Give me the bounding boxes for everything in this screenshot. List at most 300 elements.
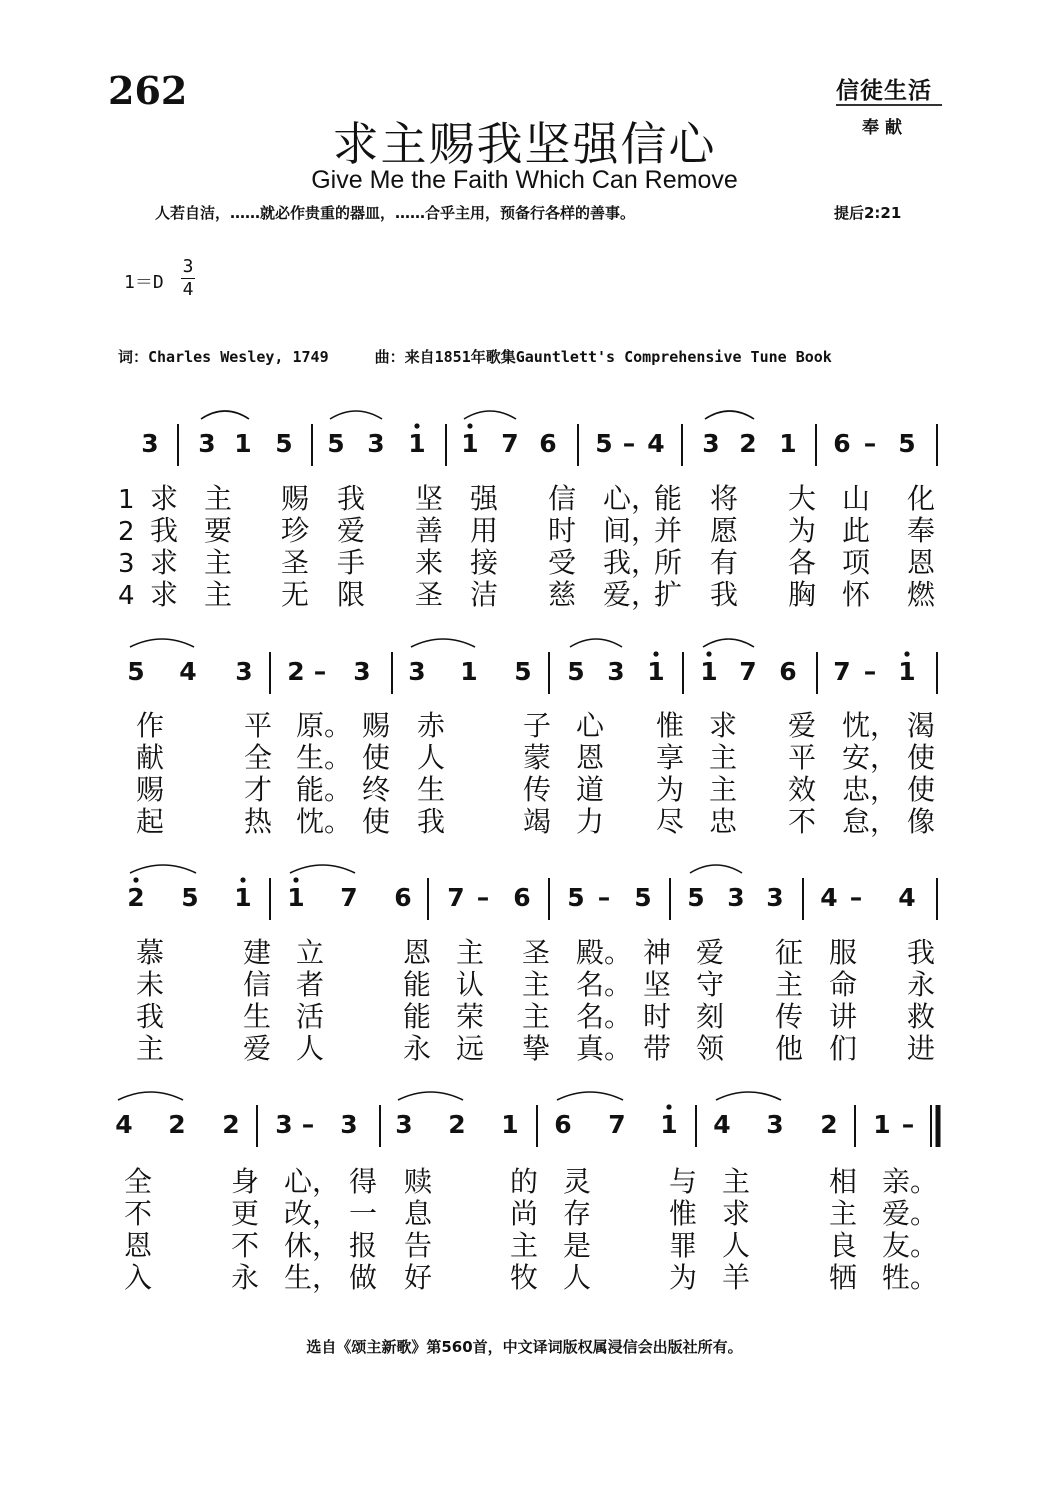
lyric-char: 建 bbox=[243, 936, 272, 969]
lyric-char: 我， bbox=[603, 546, 660, 579]
lyric-char: 主 bbox=[522, 1000, 551, 1033]
lyric-char: 我 bbox=[710, 578, 739, 611]
lyric-char: 良 bbox=[829, 1229, 858, 1262]
lyric-char: 为 bbox=[788, 514, 817, 547]
lyric-char: 为 bbox=[656, 773, 685, 806]
subcategory-label: 奉献 bbox=[862, 118, 908, 138]
note: 1 bbox=[660, 1110, 678, 1139]
lyric-char: 与 bbox=[669, 1165, 698, 1198]
lyric-char: 罪 bbox=[669, 1229, 698, 1262]
lyric-char: 的 bbox=[510, 1165, 539, 1198]
lyric-char: 者 bbox=[296, 968, 325, 1001]
lyric-char: 他 bbox=[775, 1032, 804, 1065]
note: 6 bbox=[554, 1110, 572, 1139]
note: 5 bbox=[514, 657, 532, 686]
lyric-char: 名。 bbox=[576, 1000, 633, 1033]
note: 5 bbox=[567, 657, 585, 686]
lyric-char: 人 bbox=[417, 741, 446, 774]
lyric-char: 渴 bbox=[907, 709, 936, 742]
note: 3 bbox=[353, 657, 371, 686]
note: 3 bbox=[275, 1110, 293, 1139]
lyric-char: 爱 bbox=[337, 514, 366, 547]
lyric-char: 永 bbox=[907, 968, 936, 1001]
lyric-char: 休， bbox=[284, 1229, 341, 1262]
lyric-char: 未 bbox=[136, 968, 165, 1001]
lyric-char: 主 bbox=[510, 1229, 539, 1262]
note: 2 bbox=[222, 1110, 240, 1139]
system-1 bbox=[118, 411, 937, 611]
note: 3 bbox=[141, 429, 159, 458]
lyric-char: 入 bbox=[124, 1261, 153, 1294]
lyric-char: 洁 bbox=[470, 578, 499, 611]
slur bbox=[130, 865, 196, 873]
lyric-char: 珍 bbox=[281, 514, 310, 547]
hold-dash: – bbox=[301, 1110, 315, 1139]
lyric-char: 无 bbox=[281, 578, 310, 611]
credits-words: 词：Charles Wesley, 1749 bbox=[118, 348, 329, 366]
lyric-char: 尚 bbox=[510, 1197, 539, 1230]
note: 3 bbox=[727, 883, 745, 912]
lyric-char: 间， bbox=[603, 514, 660, 547]
lyric-char: 守 bbox=[696, 968, 725, 1001]
lyric-char: 能。 bbox=[296, 773, 353, 806]
lyric-char: 心 bbox=[576, 709, 605, 742]
lyric-char: 才 bbox=[244, 773, 273, 806]
lyric-char: 用 bbox=[470, 514, 499, 547]
slur bbox=[464, 411, 516, 419]
note: 2 bbox=[127, 883, 145, 912]
category-label: 信徒生活 bbox=[836, 78, 932, 104]
lyric-char: 永 bbox=[403, 1032, 432, 1065]
octave-dot-high bbox=[904, 651, 909, 656]
note: 1 bbox=[461, 429, 479, 458]
lyric-char: 认 bbox=[456, 968, 485, 1001]
lyric-char: 人 bbox=[296, 1032, 325, 1065]
lyric-char: 信 bbox=[548, 482, 577, 515]
lyric-char: 慕 bbox=[136, 936, 165, 969]
note: 5 bbox=[898, 429, 916, 458]
lyric-char: 作 bbox=[136, 709, 165, 742]
lyric-char: 进 bbox=[907, 1032, 936, 1065]
lyric-char: 道 bbox=[576, 773, 605, 806]
note: 2 bbox=[820, 1110, 838, 1139]
note: 5 bbox=[567, 883, 585, 912]
lyric-char: 来 bbox=[415, 546, 444, 579]
note: 6 bbox=[833, 429, 851, 458]
lyric-char: 相 bbox=[829, 1165, 858, 1198]
lyric-char: 怀 bbox=[842, 578, 871, 611]
lyric-char: 报 bbox=[349, 1229, 378, 1262]
hold-dash: – bbox=[622, 429, 636, 458]
lyric-char: 赐 bbox=[136, 773, 165, 806]
lyric-char: 主 bbox=[709, 741, 738, 774]
lyric-char: 圣 bbox=[281, 546, 310, 579]
lyric-char: 所 bbox=[654, 546, 683, 579]
lyric-char: 爱 bbox=[788, 709, 817, 742]
note: 7 bbox=[608, 1110, 626, 1139]
lyric-char: 时 bbox=[643, 1000, 672, 1033]
lyric-char: 牺 bbox=[829, 1261, 858, 1294]
lyric-char: 主 bbox=[722, 1165, 751, 1198]
slur bbox=[690, 865, 742, 873]
key-signature: 1＝D bbox=[124, 272, 164, 293]
octave-dot-high bbox=[666, 1104, 671, 1109]
lyric-char: 强 bbox=[470, 482, 499, 515]
lyric-char: 安， bbox=[842, 741, 899, 774]
lyric-char: 命 bbox=[829, 968, 858, 1001]
lyric-char: 能 bbox=[403, 968, 432, 1001]
lyric-char: 全 bbox=[124, 1165, 153, 1198]
lyric-char: 刻 bbox=[696, 1000, 725, 1033]
time-signature-bottom: 4 bbox=[182, 279, 194, 300]
lyric-char: 化 bbox=[907, 482, 936, 515]
lyric-char: 羊 bbox=[722, 1261, 751, 1294]
lyric-char: 不 bbox=[124, 1197, 153, 1230]
lyric-char: 存 bbox=[563, 1197, 592, 1230]
system-3 bbox=[127, 865, 937, 1065]
slur bbox=[557, 1092, 623, 1100]
lyric-char: 享 bbox=[656, 741, 685, 774]
slur bbox=[330, 411, 382, 419]
scripture-quote: 人若自洁，……就必作贵重的器皿，……合乎主用，预备行各样的善事。 bbox=[155, 204, 636, 222]
hold-dash: – bbox=[597, 883, 611, 912]
octave-dot-high bbox=[653, 651, 658, 656]
lyric-char: 亲。 bbox=[882, 1165, 939, 1198]
note: 6 bbox=[779, 657, 797, 686]
lyric-char: 带 bbox=[643, 1032, 672, 1065]
lyric-char: 求 bbox=[150, 546, 179, 579]
slur bbox=[118, 1092, 183, 1100]
lyric-char: 立 bbox=[296, 936, 325, 969]
note: 5 bbox=[127, 657, 145, 686]
lyric-char: 生。 bbox=[296, 741, 353, 774]
lyric-char: 求 bbox=[722, 1197, 751, 1230]
lyric-char: 坚 bbox=[643, 968, 672, 1001]
lyric-char: 恩 bbox=[124, 1229, 153, 1262]
lyric-char: 受 bbox=[548, 546, 577, 579]
note: 7 bbox=[833, 657, 851, 686]
lyric-char: 起 bbox=[136, 805, 165, 838]
note: 3 bbox=[395, 1110, 413, 1139]
lyric-char: 生 bbox=[417, 773, 446, 806]
lyric-char: 心， bbox=[284, 1165, 341, 1198]
note: 7 bbox=[739, 657, 757, 686]
scripture-reference: 提后2:21 bbox=[834, 204, 902, 222]
lyric-char: 生 bbox=[243, 1000, 272, 1033]
octave-dot-high bbox=[467, 423, 472, 428]
note: 2 bbox=[739, 429, 757, 458]
lyric-char: 圣 bbox=[415, 578, 444, 611]
lyric-char: 主 bbox=[775, 968, 804, 1001]
lyric-char: 殿。 bbox=[576, 936, 633, 969]
note: 2 bbox=[448, 1110, 466, 1139]
lyric-char: 忱。 bbox=[296, 805, 353, 838]
hold-dash: – bbox=[849, 883, 863, 912]
lyric-char: 竭 bbox=[523, 805, 552, 838]
lyric-char: 忱， bbox=[842, 709, 899, 742]
lyric-char: 好 bbox=[404, 1261, 433, 1294]
lyric-char: 奉 bbox=[907, 514, 936, 547]
lyric-char: 名。 bbox=[576, 968, 633, 1001]
note: 1 bbox=[234, 883, 252, 912]
lyric-char: 主 bbox=[204, 482, 233, 515]
lyric-char: 永 bbox=[231, 1261, 260, 1294]
note: 1 bbox=[408, 429, 426, 458]
lyric-char: 得 bbox=[349, 1165, 378, 1198]
lyric-char: 手 bbox=[337, 546, 366, 579]
slur bbox=[703, 639, 754, 647]
lyric-char: 使 bbox=[907, 773, 936, 806]
lyric-char: 接 bbox=[470, 546, 499, 579]
lyric-char: 生， bbox=[284, 1261, 341, 1294]
slur bbox=[130, 639, 194, 647]
lyric-char: 讲 bbox=[829, 1000, 858, 1033]
note: 1 bbox=[779, 429, 797, 458]
lyric-char: 燃 bbox=[907, 578, 936, 611]
lyric-char: 们 bbox=[829, 1032, 858, 1065]
lyric-char: 献 bbox=[136, 741, 165, 774]
lyric-char: 我 bbox=[907, 936, 936, 969]
lyric-char: 改， bbox=[284, 1197, 341, 1230]
lyric-char: 人 bbox=[722, 1229, 751, 1262]
lyric-char: 大 bbox=[788, 482, 817, 515]
lyric-char: 原。 bbox=[296, 709, 353, 742]
lyric-char: 蒙 bbox=[523, 741, 552, 774]
lyric-char: 心， bbox=[603, 482, 660, 515]
lyric-char: 服 bbox=[829, 936, 858, 969]
note: 5 bbox=[595, 429, 613, 458]
lyric-char: 为 bbox=[669, 1261, 698, 1294]
lyric-char: 神 bbox=[643, 936, 672, 969]
slur bbox=[705, 411, 754, 419]
verse-number: 3 bbox=[118, 549, 135, 579]
lyric-char: 山 bbox=[842, 482, 871, 515]
lyric-char: 挚 bbox=[522, 1032, 551, 1065]
note: 1 bbox=[898, 657, 916, 686]
note: 4 bbox=[820, 883, 838, 912]
note: 3 bbox=[766, 1110, 784, 1139]
lyric-char: 平 bbox=[244, 709, 273, 742]
note: 4 bbox=[898, 883, 916, 912]
note: 1 bbox=[647, 657, 665, 686]
octave-dot-high bbox=[414, 423, 419, 428]
slur bbox=[411, 639, 475, 647]
note: 5 bbox=[634, 883, 652, 912]
system-4 bbox=[115, 1092, 938, 1294]
lyric-char: 我 bbox=[150, 514, 179, 547]
lyric-char: 友。 bbox=[882, 1229, 939, 1262]
note: 6 bbox=[539, 429, 557, 458]
slur bbox=[570, 639, 622, 647]
lyric-char: 力 bbox=[576, 805, 605, 838]
lyric-char: 终 bbox=[362, 773, 391, 806]
note: 3 bbox=[702, 429, 720, 458]
lyric-char: 并 bbox=[654, 514, 683, 547]
lyric-char: 是 bbox=[563, 1229, 592, 1262]
lyric-char: 告 bbox=[404, 1229, 433, 1262]
lyric-char: 主 bbox=[829, 1197, 858, 1230]
hold-dash: – bbox=[901, 1110, 915, 1139]
lyric-char: 活 bbox=[296, 1000, 325, 1033]
lyric-char: 能 bbox=[403, 1000, 432, 1033]
verse-number: 4 bbox=[118, 581, 135, 611]
note: 4 bbox=[179, 657, 197, 686]
verse-number: 1 bbox=[118, 485, 135, 515]
lyric-char: 惟 bbox=[656, 709, 685, 742]
lyric-char: 效 bbox=[788, 773, 817, 806]
lyric-char: 主 bbox=[709, 773, 738, 806]
lyric-char: 使 bbox=[907, 741, 936, 774]
note: 4 bbox=[713, 1110, 731, 1139]
lyric-char: 传 bbox=[523, 773, 552, 806]
lyric-char: 将 bbox=[710, 482, 739, 515]
note: 5 bbox=[181, 883, 199, 912]
credits-music: 曲：来自1851年歌集Gauntlett's Comprehensive Tune Book bbox=[374, 348, 832, 366]
note: 1 bbox=[700, 657, 718, 686]
lyric-char: 恩 bbox=[907, 546, 936, 579]
note: 3 bbox=[766, 883, 784, 912]
octave-dot-high bbox=[133, 877, 138, 882]
time-signature-top: 3 bbox=[182, 256, 194, 277]
lyric-char: 愿 bbox=[710, 514, 739, 547]
lyric-char: 我 bbox=[417, 805, 446, 838]
note: 1 bbox=[501, 1110, 519, 1139]
lyric-char: 善 bbox=[415, 514, 444, 547]
note: 3 bbox=[607, 657, 625, 686]
lyric-char: 我 bbox=[136, 1000, 165, 1033]
note: 2 bbox=[168, 1110, 186, 1139]
lyric-char: 限 bbox=[337, 578, 366, 611]
lyric-char: 爱 bbox=[696, 936, 725, 969]
lyric-char: 主 bbox=[522, 968, 551, 1001]
note: 3 bbox=[198, 429, 216, 458]
lyric-char: 全 bbox=[244, 741, 273, 774]
hymn-title-english: Give Me the Faith Which Can Remove bbox=[311, 166, 738, 194]
note: 1 bbox=[873, 1110, 891, 1139]
lyric-char: 有 bbox=[710, 546, 739, 579]
copyright-footer: 选自《颂主新歌》第560首，中文译词版权属浸信会出版社所有。 bbox=[306, 1338, 743, 1356]
lyric-char: 主 bbox=[136, 1032, 165, 1065]
lyric-char: 爱， bbox=[603, 578, 660, 611]
lyric-char: 救 bbox=[907, 1000, 936, 1033]
lyric-char: 恩 bbox=[576, 741, 605, 774]
lyric-char: 各 bbox=[788, 546, 817, 579]
lyric-char: 我 bbox=[337, 482, 366, 515]
note: 7 bbox=[501, 429, 519, 458]
lyric-char: 赤 bbox=[417, 709, 446, 742]
lyric-char: 怠， bbox=[842, 805, 899, 838]
slur bbox=[201, 411, 249, 419]
note: 3 bbox=[340, 1110, 358, 1139]
lyric-char: 求 bbox=[709, 709, 738, 742]
lyric-char: 求 bbox=[150, 578, 179, 611]
lyric-char: 征 bbox=[775, 936, 804, 969]
lyric-char: 不 bbox=[231, 1229, 260, 1262]
lyric-char: 赎 bbox=[404, 1165, 433, 1198]
lyric-char: 圣 bbox=[522, 936, 551, 969]
lyric-char: 荣 bbox=[456, 1000, 485, 1033]
hymn-number: 262 bbox=[108, 68, 188, 113]
note: 6 bbox=[394, 883, 412, 912]
lyric-char: 热 bbox=[244, 805, 273, 838]
lyric-char: 平 bbox=[788, 741, 817, 774]
lyric-char: 像 bbox=[907, 805, 936, 838]
lyric-char: 能 bbox=[654, 482, 683, 515]
lyric-char: 赐 bbox=[281, 482, 310, 515]
slur bbox=[398, 1092, 463, 1100]
hymn-title-chinese: 求主赐我坚强信心 bbox=[332, 117, 717, 171]
lyric-char: 信 bbox=[243, 968, 272, 1001]
lyric-char: 恩 bbox=[403, 936, 432, 969]
lyric-char: 牲。 bbox=[882, 1261, 939, 1294]
lyric-char: 使 bbox=[362, 805, 391, 838]
hold-dash: – bbox=[863, 657, 877, 686]
note: 7 bbox=[447, 883, 465, 912]
hold-dash: – bbox=[476, 883, 490, 912]
lyric-char: 坚 bbox=[415, 482, 444, 515]
note: 7 bbox=[340, 883, 358, 912]
lyric-char: 身 bbox=[231, 1165, 260, 1198]
lyric-char: 传 bbox=[775, 1000, 804, 1033]
lyric-char: 主 bbox=[204, 546, 233, 579]
lyric-char: 息 bbox=[404, 1197, 433, 1230]
lyric-char: 灵 bbox=[563, 1165, 592, 1198]
lyric-char: 胸 bbox=[788, 578, 817, 611]
lyric-char: 赐 bbox=[362, 709, 391, 742]
lyric-char: 爱。 bbox=[882, 1197, 939, 1230]
lyric-char: 主 bbox=[204, 578, 233, 611]
note: 6 bbox=[513, 883, 531, 912]
lyric-char: 慈 bbox=[548, 578, 577, 611]
lyric-char: 更 bbox=[231, 1197, 260, 1230]
note: 3 bbox=[408, 657, 426, 686]
note: 3 bbox=[235, 657, 253, 686]
lyric-char: 项 bbox=[842, 546, 871, 579]
note: 4 bbox=[115, 1110, 133, 1139]
lyric-char: 子 bbox=[523, 709, 552, 742]
slur bbox=[716, 1092, 781, 1100]
lyric-char: 真。 bbox=[576, 1032, 633, 1065]
lyric-char: 惟 bbox=[669, 1197, 698, 1230]
lyric-char: 远 bbox=[456, 1032, 485, 1065]
note: 5 bbox=[327, 429, 345, 458]
lyric-char: 主 bbox=[456, 936, 485, 969]
note: 1 bbox=[460, 657, 478, 686]
lyric-char: 爱 bbox=[243, 1032, 272, 1065]
lyric-char: 领 bbox=[696, 1032, 725, 1065]
note: 1 bbox=[234, 429, 252, 458]
lyric-char: 扩 bbox=[654, 578, 683, 611]
octave-dot-high bbox=[240, 877, 245, 882]
lyric-char: 时 bbox=[548, 514, 577, 547]
note: 4 bbox=[647, 429, 665, 458]
lyric-char: 要 bbox=[204, 514, 233, 547]
octave-dot-high bbox=[293, 877, 298, 882]
lyric-char: 不 bbox=[788, 805, 817, 838]
lyric-char: 忠， bbox=[842, 773, 899, 806]
note: 2 bbox=[287, 657, 305, 686]
octave-dot-high bbox=[706, 651, 711, 656]
note: 1 bbox=[287, 883, 305, 912]
lyric-char: 忠 bbox=[709, 805, 738, 838]
slur bbox=[290, 865, 355, 873]
lyric-char: 牧 bbox=[510, 1261, 539, 1294]
lyric-char: 此 bbox=[842, 514, 871, 547]
lyric-char: 做 bbox=[349, 1261, 378, 1294]
lyric-char: 尽 bbox=[656, 805, 685, 838]
lyric-char: 使 bbox=[362, 741, 391, 774]
system-2 bbox=[127, 639, 937, 838]
